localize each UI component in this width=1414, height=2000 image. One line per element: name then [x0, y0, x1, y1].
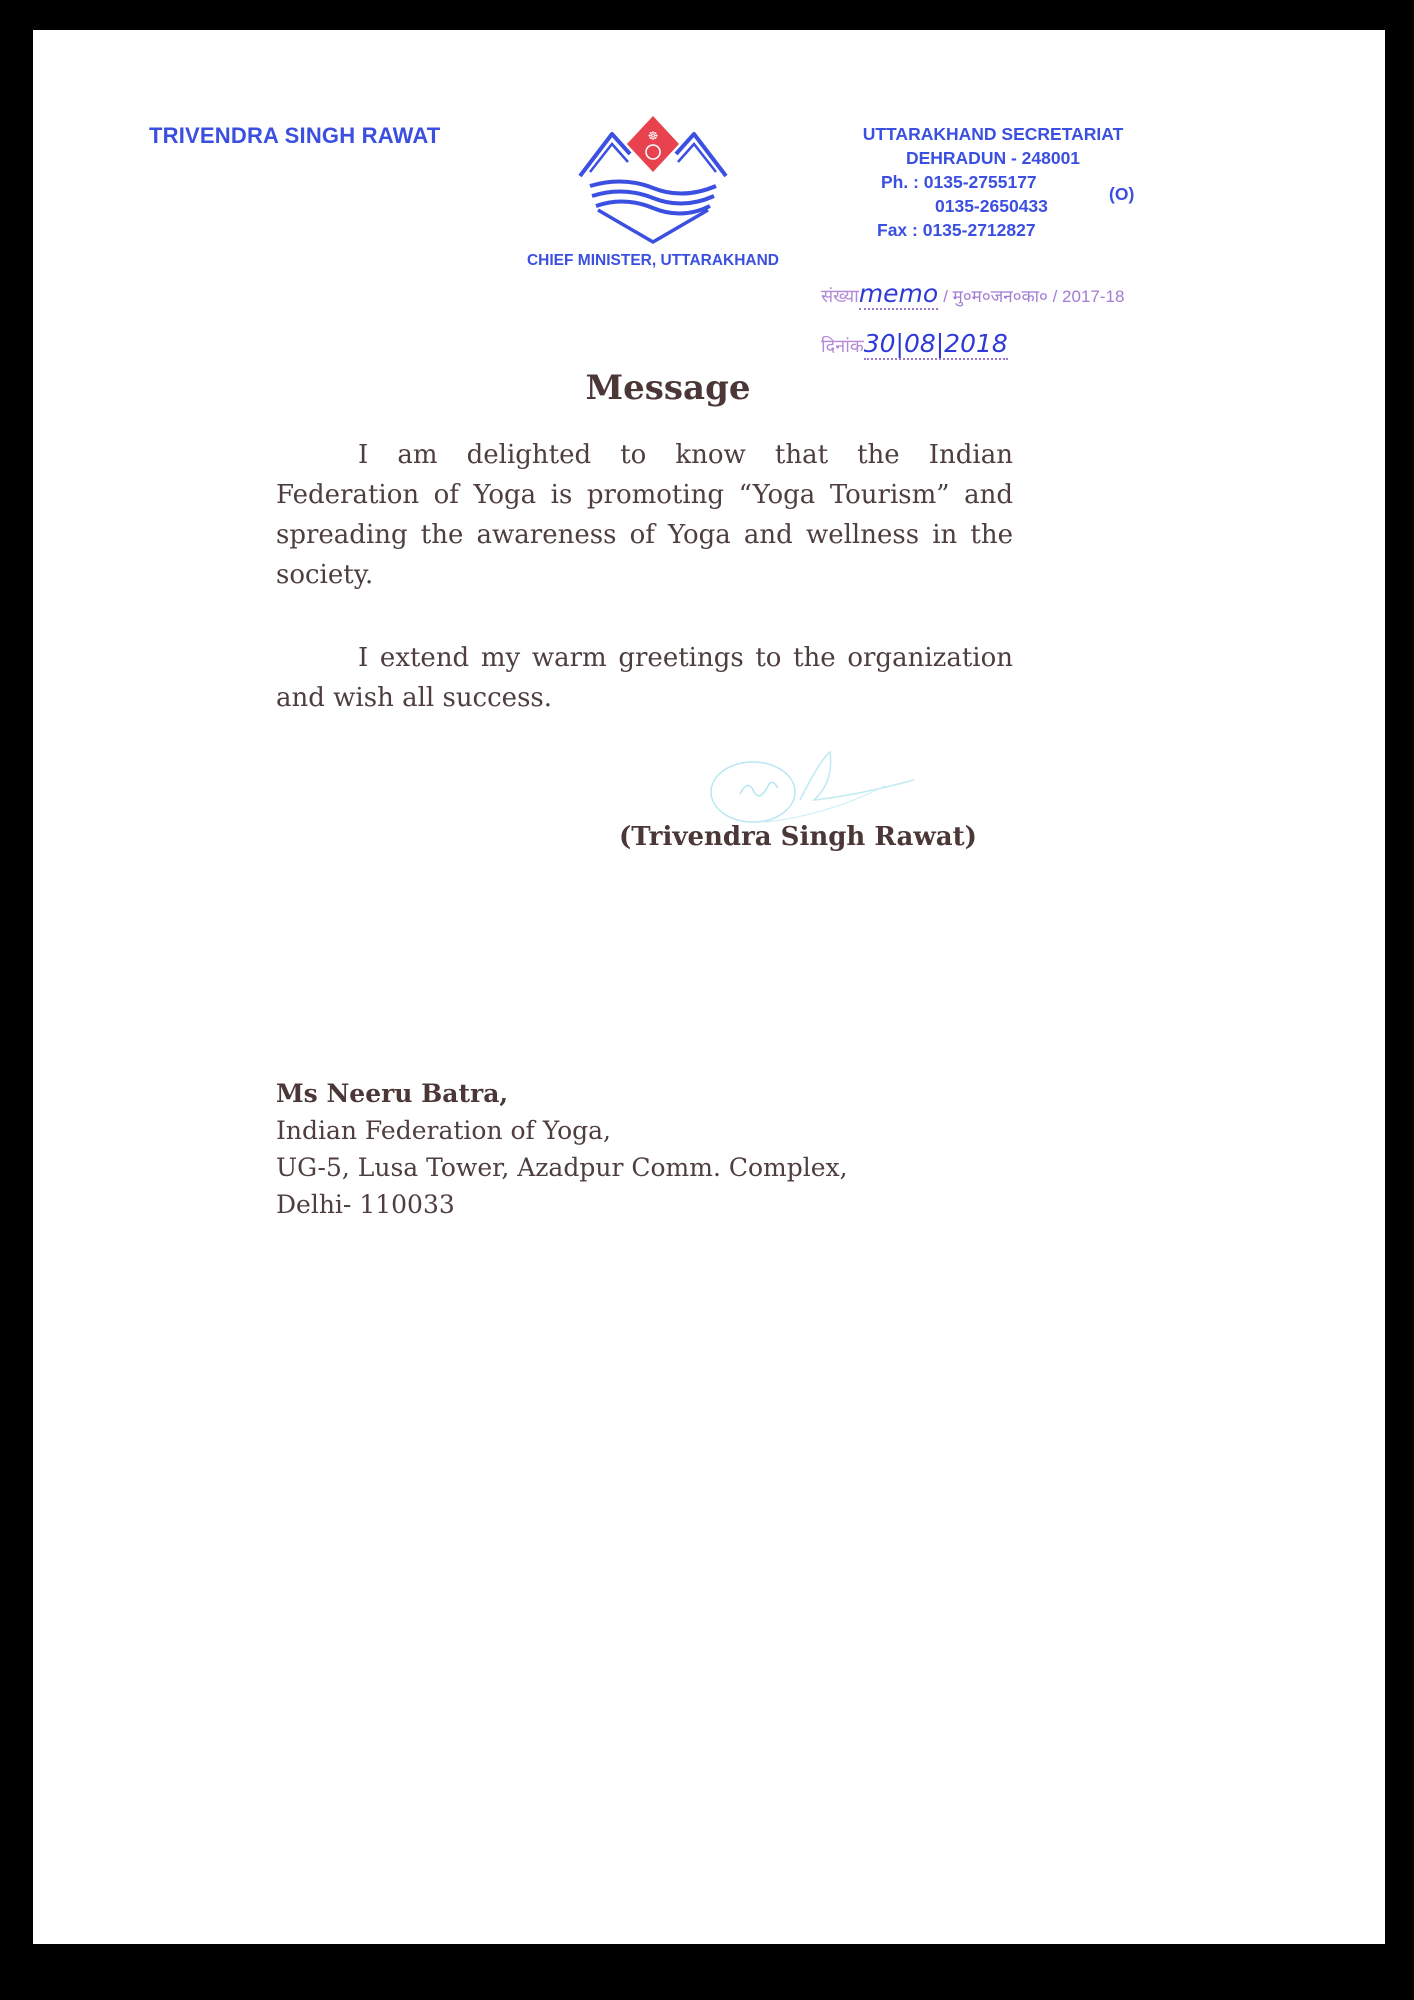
fax-number: Fax : 0135-2712827	[877, 220, 1036, 240]
phone-row	[833, 170, 1153, 204]
addressee-organization: Indian Federation of Yoga,	[276, 1116, 611, 1145]
date-handwritten: 30|08|2018	[863, 329, 1008, 358]
date-prefix: दिनांक	[821, 336, 864, 356]
letterhead-name: TRIVENDRA SINGH RAWAT	[149, 123, 441, 148]
office-name: UTTARAKHAND SECRETARIAT	[862, 124, 1124, 144]
reference-prefix: संख्या	[821, 286, 859, 306]
addressee-name: Ms Neeru Batra,	[276, 1079, 509, 1108]
message-paragraph-2: I extend my warm greetings to the organization and wish all success.	[276, 643, 1013, 713]
message-paragraph-1: I am delighted to know that the Indian Federation of Yoga is promoting “Yoga Tourism” and spreading the awareness of Yoga and wellness in the society.	[276, 440, 1013, 590]
addressee-city: Delhi- 110033	[276, 1190, 455, 1219]
uttarakhand-emblem-logo	[578, 114, 728, 244]
office-phone-mark: (O)	[1109, 184, 1135, 204]
office-city: DEHRADUN - 248001	[905, 148, 1081, 168]
reference-suffix: / मु०म०जन०का० / 2017-18	[943, 287, 1125, 306]
addressee-street: UG-5, Lusa Tower, Azadpur Comm. Complex,	[276, 1153, 848, 1182]
phone-primary: Ph. : 0135-2755177	[881, 172, 1037, 192]
office-address-block	[833, 122, 1153, 242]
date-stamp	[821, 329, 1008, 360]
reference-handwritten: memo	[858, 279, 939, 308]
letter-page	[33, 30, 1385, 1944]
emblem-caption: CHIEF MINISTER, UTTARAKHAND	[526, 252, 779, 269]
phone-secondary: 0135-2650433	[935, 196, 1048, 216]
reference-stamp	[821, 279, 1124, 310]
message-title: Message	[585, 368, 751, 408]
svg-text:☸: ☸	[647, 129, 659, 143]
signatory-name: (Trivendra Singh Rawat)	[619, 822, 977, 852]
addressee-block	[276, 1075, 848, 1223]
